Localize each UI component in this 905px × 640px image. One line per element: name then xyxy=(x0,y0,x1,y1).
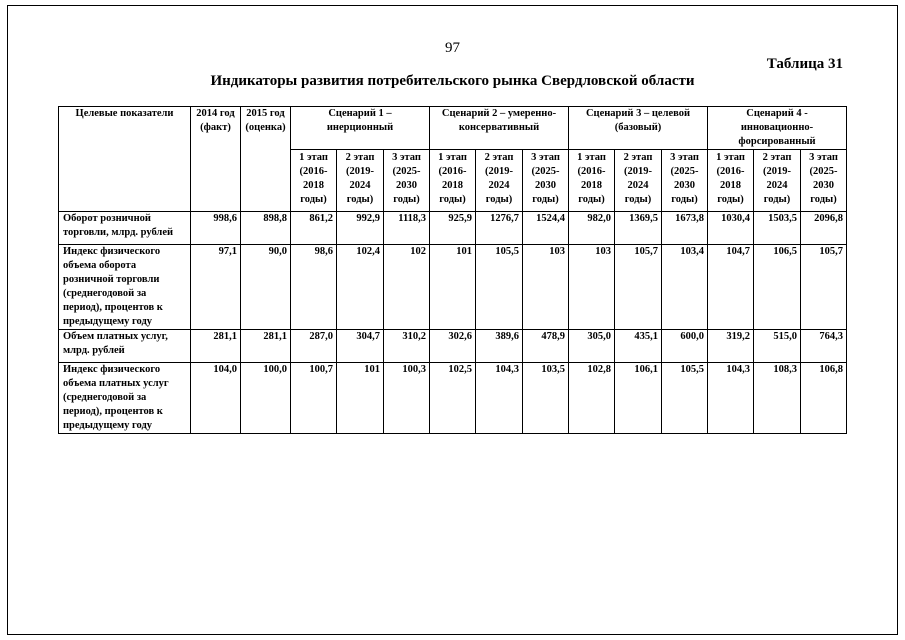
value-cell: 102 xyxy=(384,245,430,330)
header-row xyxy=(59,107,847,150)
stage-header-line: (2025- xyxy=(392,166,421,177)
stage-header-line: (2019- xyxy=(346,166,374,177)
table-row xyxy=(59,245,847,330)
indicator-name: Оборот розничной торговли, млрд. рублей xyxy=(59,212,191,245)
stage-header xyxy=(754,150,801,212)
value-cell: 103,5 xyxy=(523,363,569,434)
stage-header xyxy=(291,150,337,212)
stage-header-line: 2030 xyxy=(396,180,417,191)
value-cell: 389,6 xyxy=(476,330,523,363)
value-cell: 103 xyxy=(569,245,615,330)
value-cell: 97,1 xyxy=(191,245,241,330)
value-cell: 108,3 xyxy=(754,363,801,434)
stage-header-line: годы) xyxy=(532,194,559,205)
stage-header-line: 2024 xyxy=(349,180,371,191)
value-cell: 925,9 xyxy=(430,212,476,245)
value-cell: 305,0 xyxy=(569,330,615,363)
stage-header-line: (2016- xyxy=(438,166,467,177)
stage-header-line: 2 этап xyxy=(484,152,514,163)
value-cell: 1276,7 xyxy=(476,212,523,245)
value-cell: 104,0 xyxy=(191,363,241,434)
stage-header-line: (2025- xyxy=(809,166,838,177)
value-cell: 287,0 xyxy=(291,330,337,363)
stage-header-line: годы) xyxy=(763,194,791,205)
value-cell: 105,5 xyxy=(476,245,523,330)
stage-header-line: 2030 xyxy=(674,180,695,191)
indicator-name: Индекс физического объема оборота розничной торговли (среднегодовой за период), процентов к предыдущему году xyxy=(59,245,191,330)
stage-header-line: 2018 xyxy=(303,180,324,191)
value-cell: 319,2 xyxy=(708,330,754,363)
stage-header-line: (2019- xyxy=(763,166,791,177)
table-row xyxy=(59,363,847,434)
document-title: Индикаторы развития потребительского рынка Свердловской области xyxy=(210,73,695,89)
value-cell: 310,2 xyxy=(384,330,430,363)
stage-header xyxy=(569,150,615,212)
stage-header-line: годы) xyxy=(393,194,420,205)
table-row xyxy=(59,212,847,245)
value-cell: 600,0 xyxy=(662,330,708,363)
value-cell: 101 xyxy=(430,245,476,330)
value-cell: 106,8 xyxy=(801,363,847,434)
value-cell: 281,1 xyxy=(191,330,241,363)
value-cell: 103,4 xyxy=(662,245,708,330)
value-cell: 102,4 xyxy=(337,245,384,330)
value-cell: 1118,3 xyxy=(384,212,430,245)
value-cell: 100,3 xyxy=(384,363,430,434)
stage-header-line: (2019- xyxy=(485,166,513,177)
stage-header-line: годы) xyxy=(578,194,605,205)
value-cell: 1524,4 xyxy=(523,212,569,245)
stage-header xyxy=(476,150,523,212)
stage-header-line: (2016- xyxy=(716,166,745,177)
header-2014: 2014 год (факт) xyxy=(191,107,241,212)
value-cell: 90,0 xyxy=(241,245,291,330)
value-cell: 100,7 xyxy=(291,363,337,434)
page-number: 97 xyxy=(445,40,460,56)
stage-header-line: годы) xyxy=(624,194,652,205)
header-scenario-2: Сценарий 2 – умеренно-консервативный xyxy=(430,107,569,150)
stage-header-line: 2018 xyxy=(720,180,741,191)
value-cell: 302,6 xyxy=(430,330,476,363)
stage-header-line: 2024 xyxy=(488,180,510,191)
value-cell: 1673,8 xyxy=(662,212,708,245)
stage-header-line: (2019- xyxy=(624,166,652,177)
value-cell: 515,0 xyxy=(754,330,801,363)
indicator-name: Индекс физического объема платных услуг (среднегодовой за период), процентов к предыдущему году xyxy=(59,363,191,434)
stage-header xyxy=(337,150,384,212)
stage-header xyxy=(801,150,847,212)
stage-header-line: 3 этап xyxy=(809,152,838,163)
stage-header-line: годы) xyxy=(439,194,466,205)
stage-header-line: годы) xyxy=(485,194,513,205)
stage-header-line: 2030 xyxy=(813,180,834,191)
stage-header xyxy=(708,150,754,212)
value-cell: 105,7 xyxy=(801,245,847,330)
stage-header xyxy=(662,150,708,212)
value-cell: 1503,5 xyxy=(754,212,801,245)
header-scenario-3: Сценарий 3 – целевой (базовый) xyxy=(569,107,708,150)
value-cell: 2096,8 xyxy=(801,212,847,245)
table-label: Таблица 31 xyxy=(766,56,843,72)
value-cell: 478,9 xyxy=(523,330,569,363)
stage-header-line: (2025- xyxy=(531,166,560,177)
stage-header-line: 3 этап xyxy=(531,152,560,163)
stage-header-line: 2024 xyxy=(766,180,788,191)
stage-header-line: 2018 xyxy=(442,180,463,191)
table-row xyxy=(59,330,847,363)
value-cell: 861,2 xyxy=(291,212,337,245)
indicator-name: Объем платных услуг, млрд. рублей xyxy=(59,330,191,363)
stage-header-line: 1 этап xyxy=(577,152,606,163)
stage-header-line: 3 этап xyxy=(392,152,421,163)
stage-header xyxy=(523,150,569,212)
stage-header-line: 2018 xyxy=(581,180,602,191)
stage-header-line: годы) xyxy=(717,194,744,205)
value-cell: 102,5 xyxy=(430,363,476,434)
value-cell: 104,7 xyxy=(708,245,754,330)
header-indicator: Целевые показатели xyxy=(59,107,191,212)
value-cell: 105,7 xyxy=(615,245,662,330)
stage-header-line: 2 этап xyxy=(345,152,375,163)
value-cell: 998,6 xyxy=(191,212,241,245)
value-cell: 100,0 xyxy=(241,363,291,434)
stage-header-line: 3 этап xyxy=(670,152,699,163)
stage-header-line: годы) xyxy=(300,194,327,205)
value-cell: 106,1 xyxy=(615,363,662,434)
stage-header-line: 2 этап xyxy=(762,152,792,163)
value-cell: 98,6 xyxy=(291,245,337,330)
value-cell: 104,3 xyxy=(708,363,754,434)
stage-header xyxy=(615,150,662,212)
value-cell: 992,9 xyxy=(337,212,384,245)
header-2015: 2015 год (оценка) xyxy=(241,107,291,212)
value-cell: 1369,5 xyxy=(615,212,662,245)
value-cell: 764,3 xyxy=(801,330,847,363)
stage-header-line: 1 этап xyxy=(716,152,745,163)
value-cell: 1030,4 xyxy=(708,212,754,245)
stage-header-line: (2025- xyxy=(670,166,699,177)
value-cell: 102,8 xyxy=(569,363,615,434)
value-cell: 106,5 xyxy=(754,245,801,330)
header-scenario-4: Сценарий 4 - инновационно-форсированный xyxy=(708,107,847,150)
stage-header xyxy=(430,150,476,212)
stage-header-line: 1 этап xyxy=(299,152,328,163)
stage-header-line: (2016- xyxy=(299,166,328,177)
stage-header-line: годы) xyxy=(346,194,374,205)
value-cell: 982,0 xyxy=(569,212,615,245)
stage-header-line: годы) xyxy=(671,194,698,205)
stage-header-line: 2024 xyxy=(627,180,649,191)
stage-header xyxy=(384,150,430,212)
indicators-table xyxy=(58,106,847,434)
stage-header-line: 2030 xyxy=(535,180,556,191)
header-scenario-1: Сценарий 1 – инерционный xyxy=(291,107,430,150)
value-cell: 105,5 xyxy=(662,363,708,434)
stage-header-line: 2 этап xyxy=(623,152,653,163)
stage-header-line: 1 этап xyxy=(438,152,467,163)
value-cell: 101 xyxy=(337,363,384,434)
value-cell: 435,1 xyxy=(615,330,662,363)
stage-header-line: годы) xyxy=(810,194,837,205)
value-cell: 104,3 xyxy=(476,363,523,434)
value-cell: 281,1 xyxy=(241,330,291,363)
value-cell: 103 xyxy=(523,245,569,330)
stage-header-line: (2016- xyxy=(577,166,606,177)
value-cell: 898,8 xyxy=(241,212,291,245)
value-cell: 304,7 xyxy=(337,330,384,363)
